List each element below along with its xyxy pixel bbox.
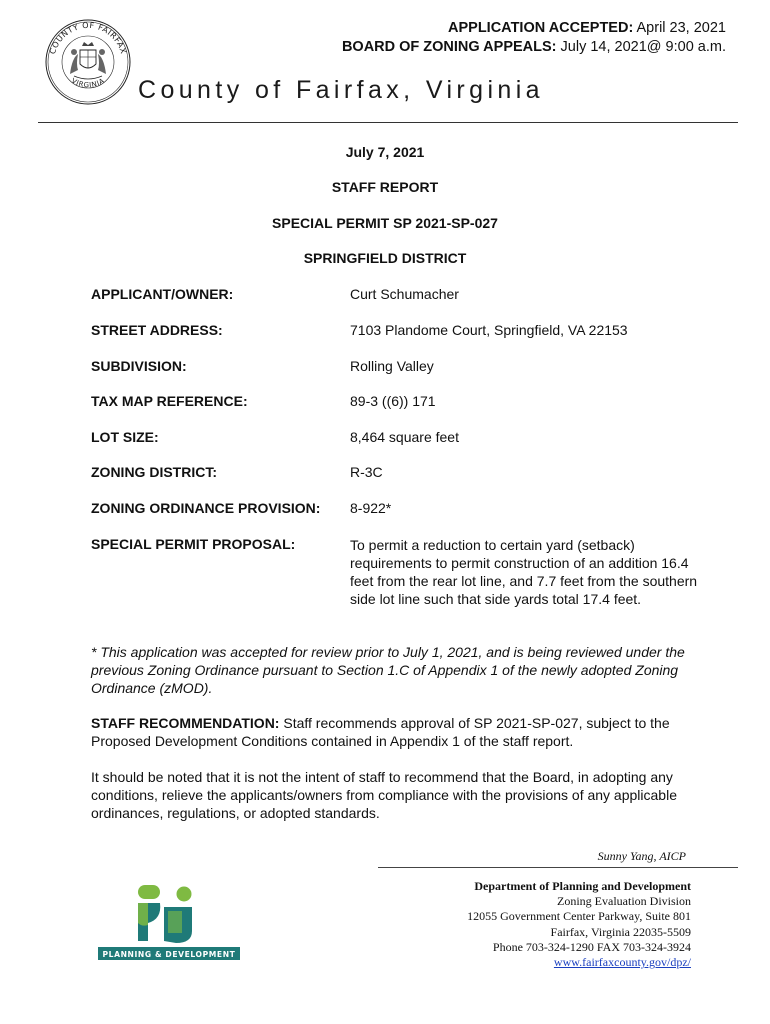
- accepted-date: April 23, 2021: [636, 20, 726, 36]
- special-permit-proposal-label: SPECIAL PERMIT PROPOSAL:: [91, 536, 296, 552]
- planning-development-logo-icon: [98, 883, 240, 963]
- department-address: 12055 Government Center Parkway, Suite 801: [467, 909, 691, 924]
- street-address-value: 7103 Plandome Court, Springfield, VA 22153: [350, 322, 628, 338]
- county-title: County of Fairfax, Virginia: [138, 76, 544, 104]
- street-address-label: STREET ADDRESS:: [91, 322, 223, 338]
- zoning-ordinance-provision-value: 8-922*: [350, 500, 392, 516]
- division-name: Zoning Evaluation Division: [557, 894, 691, 909]
- special-permit-proposal-text: To permit a reduction to certain yard (setback) requirements to permit construction of an addition 16.4 feet from the rear lot line, and 7.7 feet from the southern side lot line such that side yards total 17.4 feet.: [350, 537, 698, 607]
- applicant-owner-value: Curt Schumacher: [350, 286, 459, 302]
- signature-name: Sunny Yang, AICP: [597, 849, 686, 863]
- footer-divider: [378, 867, 738, 868]
- seal-top-text: COUNTY OF FAIRFAX: [47, 20, 129, 56]
- subdivision-value: Rolling Valley: [350, 358, 434, 374]
- accepted-label: APPLICATION ACCEPTED:: [448, 20, 634, 36]
- department-phone: Phone 703-324-1290 FAX 703-324-3924: [492, 939, 691, 954]
- zoning-ordinance-provision-label: ZONING ORDINANCE PROVISION:: [91, 500, 321, 516]
- county-seal-icon: [44, 18, 132, 106]
- department-website-link[interactable]: www.fairfaxcounty.gov/dpz/: [553, 955, 691, 970]
- department-city: Fairfax, Virginia 22035-5509: [550, 924, 691, 939]
- compliance-note: It should be noted that it is not the intent of staff to recommend that the Board, in adopting any conditions, relieve the applicants/owners from compliance with the provisions of any applicable ordinances, regulations, or adopted standards.: [91, 769, 677, 821]
- permit-number: SPECIAL PERMIT SP 2021-SP-027: [272, 215, 498, 231]
- subdivision-label: SUBDIVISION:: [91, 358, 187, 374]
- report-type: STAFF REPORT: [331, 179, 439, 195]
- district-name: SPRINGFIELD DISTRICT: [303, 250, 467, 266]
- tax-map-reference-value: 89-3 ((6)) 171: [350, 393, 436, 409]
- tax-map-reference-label: TAX MAP REFERENCE:: [91, 393, 248, 409]
- staff-recommendation-text: Staff recommends approval of SP 2021-SP-027, subject to the Proposed Development Conditions contained in Appendix 1 of the staff report.: [91, 715, 670, 749]
- application-accepted-line: [448, 20, 726, 36]
- footnote: * This application was accepted for review prior to July 1, 2021, and is being reviewed under the previous Zoning Ordinance pursuant to Section 1.C of Appendix 1 of the newly adopted Zoning Ordinance (zMOD).: [91, 644, 685, 696]
- department-name: Department of Planning and Development: [474, 879, 691, 893]
- zoning-district-value: R-3C: [350, 464, 383, 480]
- logo-text: PLANNING & DEVELOPMENT: [102, 949, 236, 959]
- bza-date: July 14, 2021@ 9:00 a.m.: [560, 39, 726, 55]
- zoning-district-label: ZONING DISTRICT:: [91, 464, 217, 480]
- seal-bottom-text: VIRGINIA: [69, 76, 107, 90]
- report-date: July 7, 2021: [345, 144, 425, 160]
- staff-recommendation-label: STAFF RECOMMENDATION:: [91, 715, 280, 731]
- lot-size-value: 8,464 square feet: [350, 429, 459, 445]
- department-contact-block: [467, 879, 691, 970]
- bza-hearing-line: [342, 39, 726, 55]
- applicant-owner-label: APPLICANT/OWNER:: [91, 286, 234, 302]
- lot-size-label: LOT SIZE:: [91, 429, 159, 445]
- staff-recommendation: [91, 714, 711, 750]
- header-divider: [38, 122, 738, 123]
- bza-label: BOARD OF ZONING APPEALS:: [341, 39, 557, 55]
